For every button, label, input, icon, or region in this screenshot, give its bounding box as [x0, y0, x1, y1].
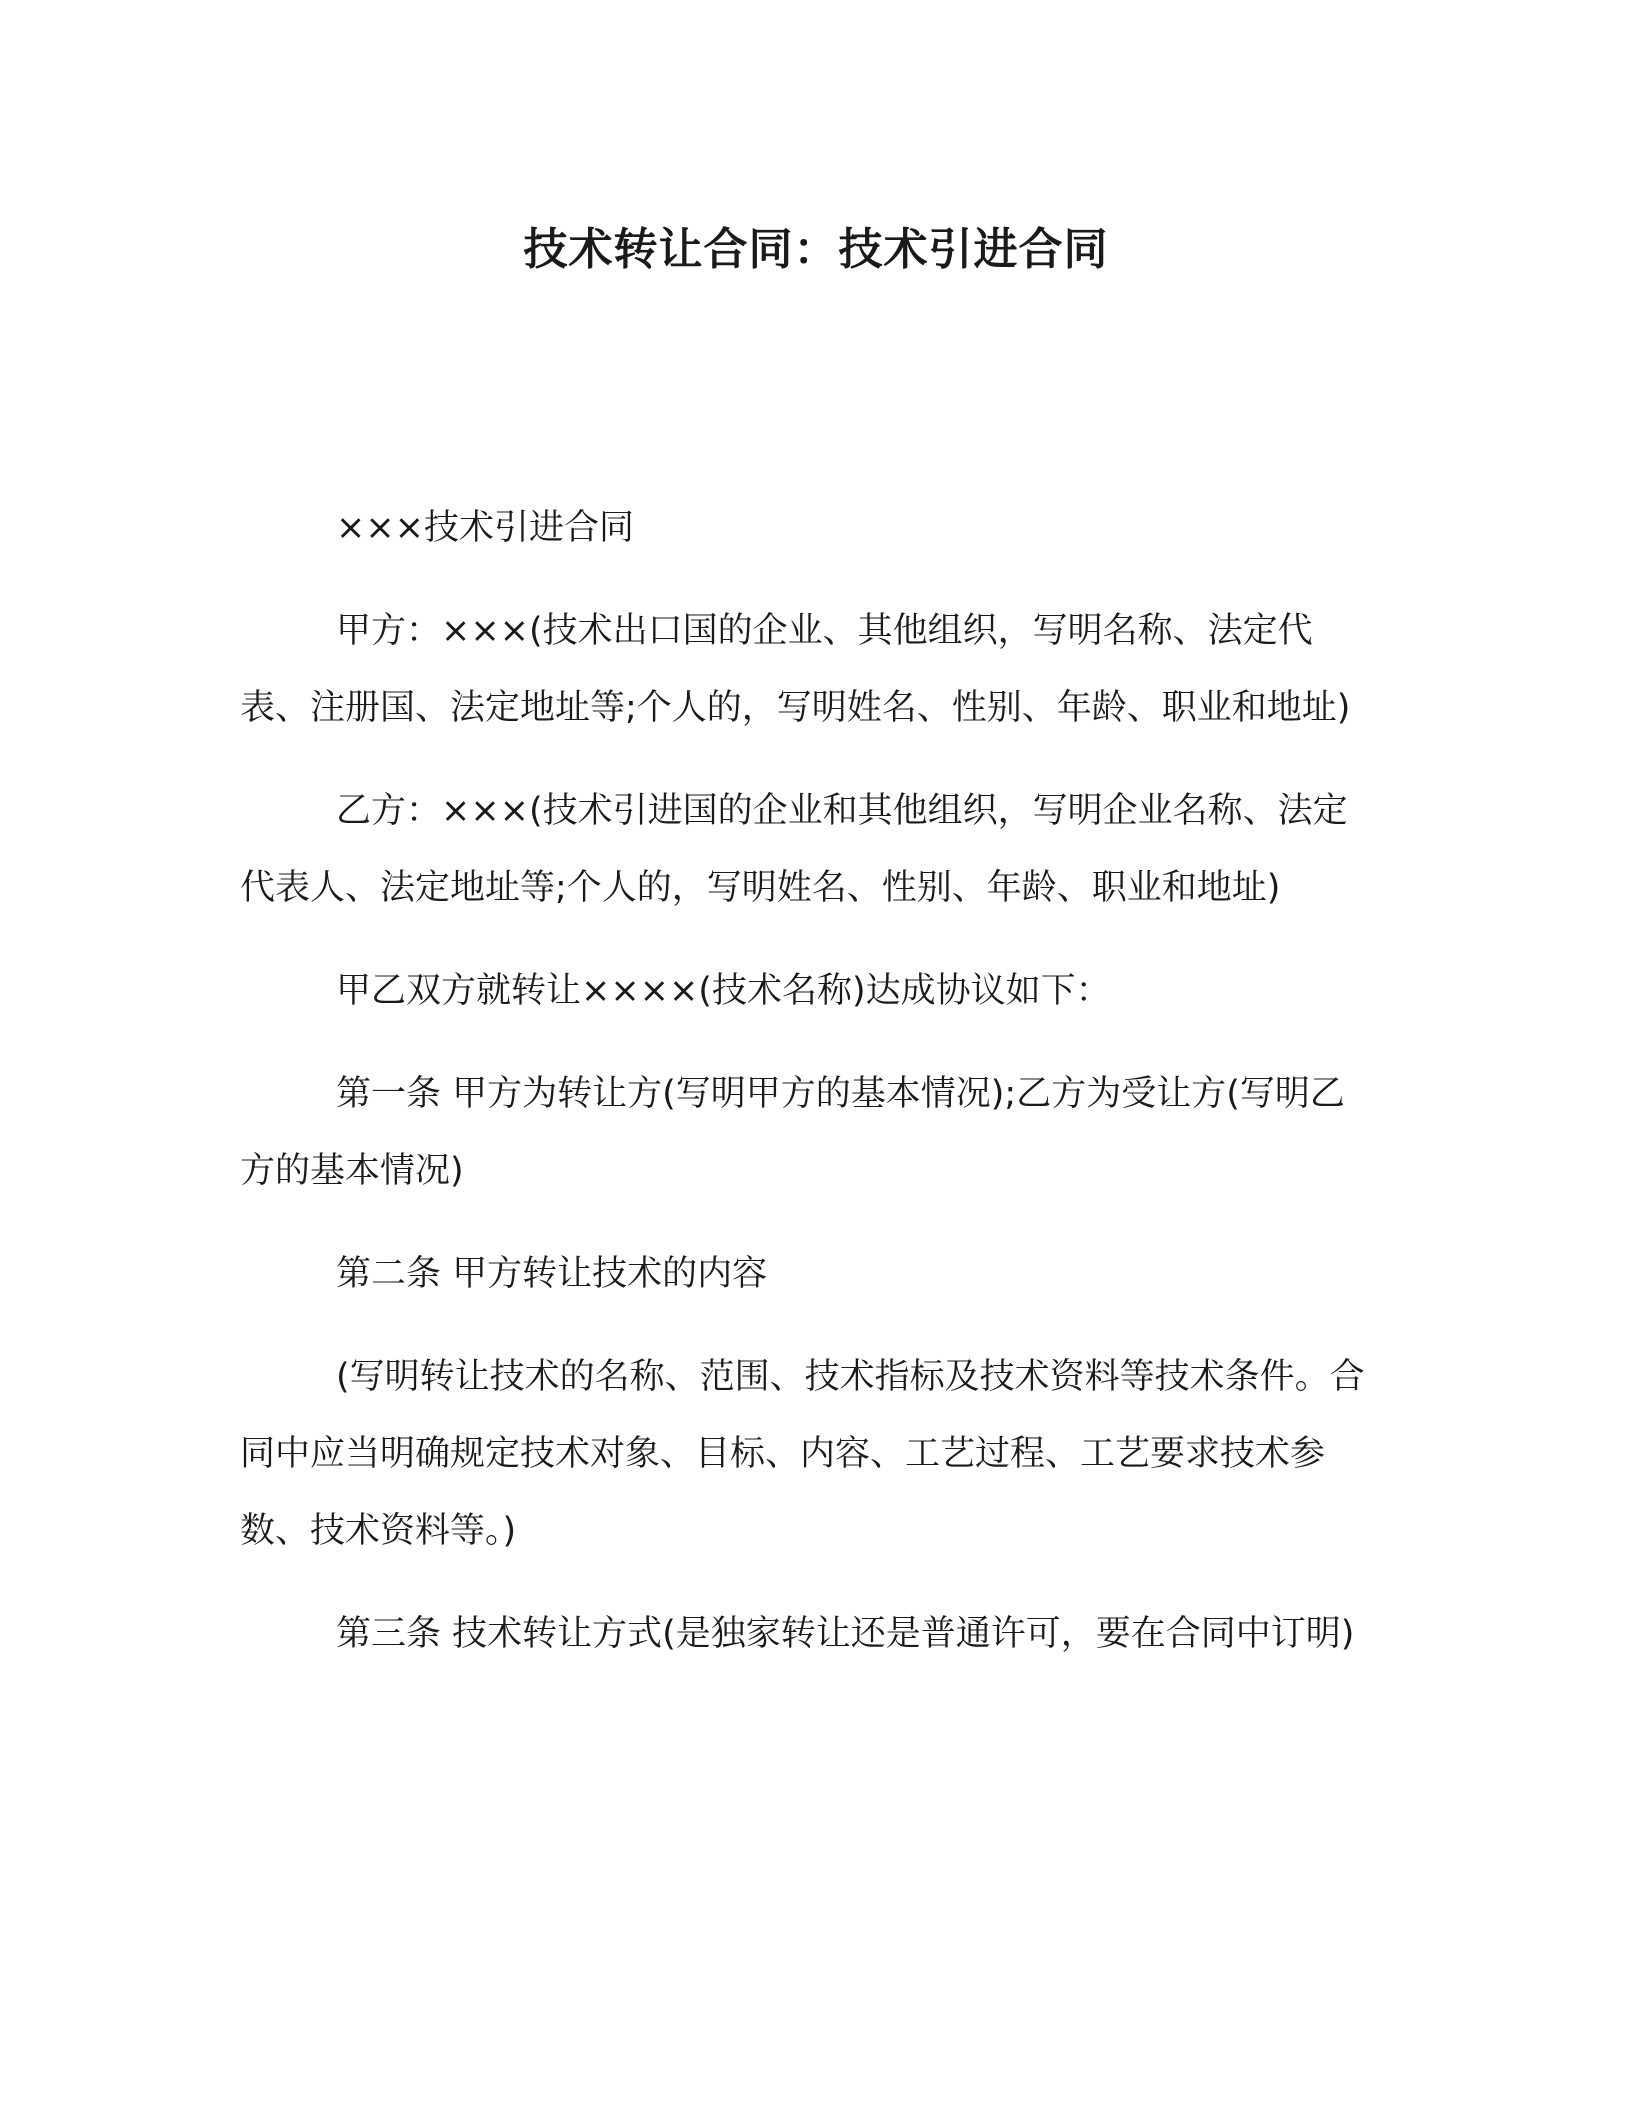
agreement-intro-paragraph: 甲乙双方就转让××××(技术名称)达成协议如下：: [336, 971, 1111, 1011]
article-1-paragraph: 第一条 甲方为转让方(写明甲方的基本情况);乙方为受让方(写明乙方的基本情况): [240, 1074, 1345, 1191]
document-title: 技术转让合同：技术引进合同: [523, 224, 1109, 275]
document-body: [240, 490, 1368, 1699]
contract-heading: ×××技术引进合同: [336, 508, 634, 548]
party-a-paragraph: 甲方：×××(技术出口国的企业、其他组织，写明名称、法定代表、注册国、法定地址等;个人的，写明姓名、性别、年龄、职业和地址): [240, 611, 1351, 728]
article-3-paragraph: 第三条 技术转让方式(是独家转让还是普通许可，要在合同中订明): [336, 1614, 1355, 1654]
party-b-paragraph: 乙方：×××(技术引进国的企业和其他组织，写明企业名称、法定代表人、法定地址等;个人的，写明姓名、性别、年龄、职业和地址): [240, 791, 1348, 908]
article-2-details-paragraph: (写明转让技术的名称、范围、技术指标及技术资料等技术条件。合同中应当明确规定技术对象、目标、内容、工艺过程、工艺要求技术参数、技术资料等。): [240, 1357, 1365, 1551]
article-2-heading: 第二条 甲方转让技术的内容: [336, 1254, 768, 1294]
